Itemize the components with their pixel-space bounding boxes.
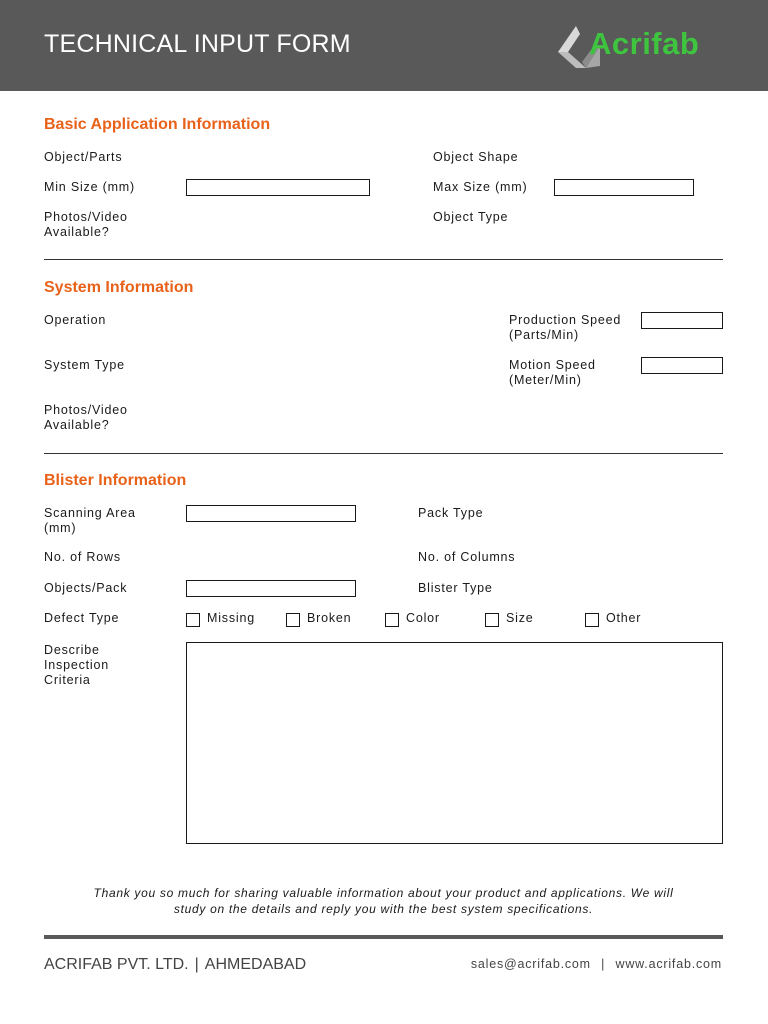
label-photos-line1: Photos/Video (44, 210, 128, 224)
label-motion-speed-line2: (Meter/Min) (509, 373, 582, 387)
label-system-photos (44, 403, 128, 433)
checkbox-label-missing: Missing (207, 611, 255, 625)
footer-company (44, 956, 306, 974)
checkbox-label-other: Other (606, 611, 642, 625)
section-divider (44, 259, 723, 260)
label-scanning-area (44, 506, 136, 536)
checkbox-missing[interactable] (186, 613, 200, 627)
footer-contact-separator: | (601, 957, 606, 971)
thank-you-line2: study on the details and reply you with the best system specifications. (173, 901, 594, 916)
label-describe-line2: Inspection (44, 658, 109, 672)
checkbox-label-color: Color (406, 611, 440, 625)
thank-you-note (44, 886, 723, 917)
inspection-criteria-textarea[interactable] (186, 642, 723, 844)
label-system-photos-line1: Photos/Video (44, 403, 128, 417)
checkbox-broken[interactable] (286, 613, 300, 627)
label-describe-line1: Describe (44, 643, 100, 657)
acrifab-logo (556, 22, 731, 72)
checkbox-other[interactable] (585, 613, 599, 627)
header-bar (0, 0, 768, 91)
footer-email-link[interactable]: sales@acrifab.com (470, 957, 591, 971)
checkbox-color[interactable] (385, 613, 399, 627)
label-object-type: Object Type (433, 210, 509, 224)
production-speed-field[interactable] (641, 312, 723, 329)
label-scanning-area-line2: (mm) (44, 521, 77, 535)
motion-speed-field[interactable] (641, 357, 723, 374)
footer-separator: | (194, 956, 199, 973)
objects-pack-field[interactable] (186, 580, 356, 597)
label-pack-type: Pack Type (418, 506, 484, 520)
label-no-of-rows: No. of Rows (44, 550, 121, 564)
label-photos-line2: Available? (44, 225, 110, 239)
label-scanning-area-line1: Scanning Area (44, 506, 136, 520)
label-min-size: Min Size (mm) (44, 180, 135, 194)
section-title-basic: Basic Application Information (44, 116, 271, 133)
label-operation: Operation (44, 313, 107, 327)
section-title-system: System Information (44, 279, 194, 296)
label-blister-type: Blister Type (418, 581, 493, 595)
footer-divider (44, 935, 723, 939)
checkbox-size[interactable] (485, 613, 499, 627)
label-describe-criteria (44, 643, 109, 688)
label-motion-speed (509, 358, 596, 388)
label-motion-speed-line1: Motion Speed (509, 358, 596, 372)
footer-contact (471, 957, 722, 971)
checkbox-label-size: Size (506, 611, 534, 625)
label-production-speed-line2: (Parts/Min) (509, 328, 579, 342)
min-size-field[interactable] (186, 179, 370, 196)
label-object-shape: Object Shape (433, 150, 519, 164)
label-system-type: System Type (44, 358, 125, 372)
section-divider (44, 453, 723, 454)
checkbox-label-broken: Broken (307, 611, 352, 625)
label-objects-pack: Objects/Pack (44, 581, 128, 595)
label-no-of-columns: No. of Columns (418, 550, 516, 564)
max-size-field[interactable] (554, 179, 694, 196)
page-title: TECHNICAL INPUT FORM (44, 30, 351, 58)
footer-company-name: ACRIFAB PVT. LTD. (44, 956, 189, 973)
logo-text: Acrifab (589, 26, 700, 61)
label-system-photos-line2: Available? (44, 418, 110, 432)
section-title-blister: Blister Information (44, 472, 187, 489)
label-production-speed-line1: Production Speed (509, 313, 622, 327)
footer-city: AHMEDABAD (204, 956, 307, 973)
scanning-area-field[interactable] (186, 505, 356, 522)
label-max-size: Max Size (mm) (433, 180, 528, 194)
label-object-parts: Object/Parts (44, 150, 123, 164)
footer-website-link[interactable]: www.acrifab.com (615, 957, 722, 971)
label-production-speed (509, 313, 621, 343)
label-describe-line3: Criteria (44, 673, 91, 687)
label-defect-type: Defect Type (44, 611, 120, 625)
thank-you-line1: Thank you so much for sharing valuable information about your product and applications. We will (93, 886, 674, 900)
label-photos-video (44, 210, 128, 240)
